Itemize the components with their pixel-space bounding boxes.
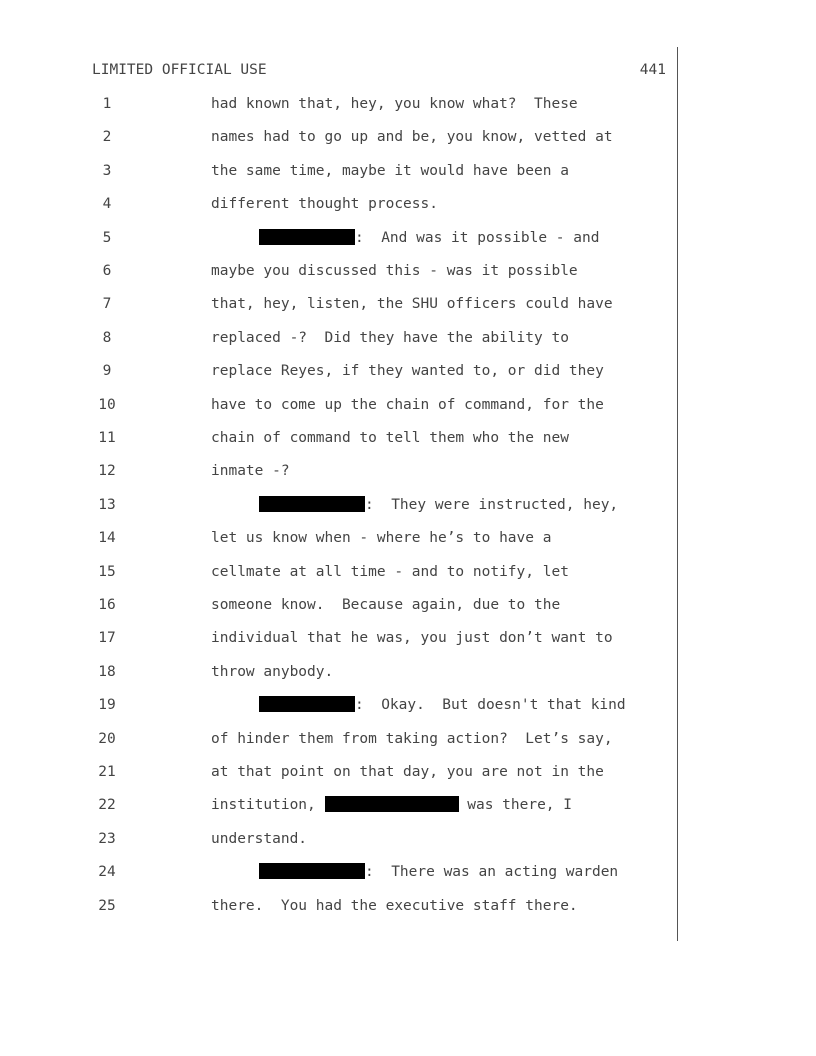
redaction-box — [325, 796, 459, 812]
redaction-box — [259, 496, 365, 512]
line-number: 23 — [98, 830, 116, 847]
redaction-box — [259, 696, 355, 712]
line-text-segment: replaced -? Did they have the ability to — [211, 329, 569, 346]
line-text — [211, 628, 613, 648]
line-number: 15 — [98, 563, 116, 580]
line-number: 24 — [98, 864, 116, 881]
line-text — [211, 762, 604, 782]
page-number: 441 — [639, 62, 666, 78]
line-text — [211, 428, 569, 448]
line-text — [211, 395, 604, 415]
line-text-segment: different thought process. — [211, 196, 438, 213]
line-text-segment: was there, I — [458, 797, 572, 814]
line-text-segment: throw anybody. — [211, 663, 334, 680]
line-number: 1 — [102, 96, 112, 112]
line-text — [259, 228, 599, 248]
line-number: 9 — [102, 363, 112, 380]
line-text-segment: had known that, hey, you know what? These — [211, 96, 578, 112]
line-text-segment: maybe you discussed this - was it possible — [211, 263, 578, 279]
line-text-segment: : There was an acting warden — [365, 864, 619, 881]
line-text-segment: let us know when - where he’s to have a — [211, 530, 552, 547]
line-text-segment: of hinder them from taking action? Let’s say, — [211, 730, 613, 747]
line-text — [211, 795, 572, 815]
transcript-line — [0, 528, 816, 548]
line-text — [211, 829, 307, 849]
line-text — [211, 896, 578, 916]
line-text — [211, 328, 569, 348]
transcript-line — [0, 461, 816, 481]
transcript-line — [0, 729, 816, 749]
transcript-line — [0, 428, 816, 448]
transcript-line — [0, 261, 816, 281]
line-text-segment: replace Reyes, if they wanted to, or did they — [211, 363, 604, 380]
line-text — [259, 695, 626, 715]
transcript-line — [0, 495, 816, 515]
line-text — [211, 729, 613, 749]
line-text-segment: that, hey, listen, the SHU officers could have — [211, 296, 613, 313]
line-number: 22 — [98, 797, 116, 814]
line-text — [211, 294, 613, 314]
document-marking: LIMITED OFFICIAL USE — [92, 62, 267, 78]
transcript-line — [0, 127, 816, 147]
line-text-segment: : Okay. But doesn't that kind — [355, 697, 626, 714]
transcript-line — [0, 328, 816, 348]
line-text — [211, 528, 551, 548]
transcript-line — [0, 595, 816, 615]
line-text-segment: there. You had the executive staff there. — [211, 897, 578, 914]
transcript-line — [0, 395, 816, 415]
transcript-line — [0, 762, 816, 782]
line-number: 11 — [98, 430, 116, 446]
line-text-segment: at that point on that day, you are not in the — [211, 764, 604, 780]
line-number: 20 — [98, 730, 116, 747]
line-number: 25 — [98, 897, 116, 914]
line-text-segment: have to come up the chain of command, for the — [211, 396, 604, 413]
line-text-segment: institution, — [211, 797, 325, 814]
line-number: 21 — [98, 764, 116, 780]
line-number: 19 — [98, 697, 116, 714]
line-text — [211, 662, 333, 682]
transcript-line — [0, 628, 816, 648]
line-number: 12 — [98, 463, 116, 480]
line-number: 8 — [102, 329, 112, 346]
line-text — [211, 261, 578, 281]
line-number: 16 — [98, 597, 116, 613]
transcript-line — [0, 862, 816, 882]
transcript-line — [0, 361, 816, 381]
transcript-line — [0, 161, 816, 181]
redaction-box — [259, 863, 365, 879]
transcript-line — [0, 829, 816, 849]
line-text — [211, 94, 578, 114]
line-text — [211, 595, 560, 615]
line-text-segment: someone know. Because again, due to the — [211, 597, 561, 613]
transcript-line — [0, 695, 816, 715]
line-number: 4 — [102, 196, 112, 213]
line-text-segment: names had to go up and be, you know, vetted at — [211, 129, 613, 146]
line-number: 3 — [102, 162, 112, 179]
transcript-line — [0, 94, 816, 114]
transcript-line — [0, 562, 816, 582]
line-text-segment: individual that he was, you just don’t want to — [211, 630, 613, 647]
line-text — [211, 127, 613, 147]
transcript-line — [0, 896, 816, 916]
line-text — [259, 495, 618, 515]
line-number: 17 — [98, 630, 116, 647]
line-number: 10 — [98, 396, 116, 413]
line-text — [211, 161, 569, 181]
line-number: 13 — [98, 496, 116, 513]
line-number: 6 — [102, 263, 112, 279]
transcript-line — [0, 194, 816, 214]
line-text-segment: chain of command to tell them who the new — [211, 430, 569, 446]
line-number: 14 — [98, 530, 116, 547]
line-text — [259, 862, 618, 882]
line-text-segment: : They were instructed, hey, — [365, 496, 619, 513]
line-number: 7 — [102, 296, 112, 313]
line-text — [211, 562, 569, 582]
transcript-line — [0, 294, 816, 314]
line-text-segment: understand. — [211, 830, 308, 847]
line-text — [211, 361, 604, 381]
line-text-segment: inmate -? — [211, 463, 290, 480]
line-number: 2 — [102, 129, 112, 146]
line-text — [211, 461, 290, 481]
line-number: 5 — [102, 229, 112, 246]
transcript-line — [0, 662, 816, 682]
redaction-box — [259, 229, 355, 245]
line-text-segment: the same time, maybe it would have been a — [211, 162, 569, 179]
line-number: 18 — [98, 663, 116, 680]
line-text — [211, 194, 438, 214]
transcript-line — [0, 228, 816, 248]
line-text-segment: : And was it possible - and — [355, 229, 600, 246]
transcript-line — [0, 795, 816, 815]
line-text-segment: cellmate at all time - and to notify, let — [211, 563, 569, 580]
